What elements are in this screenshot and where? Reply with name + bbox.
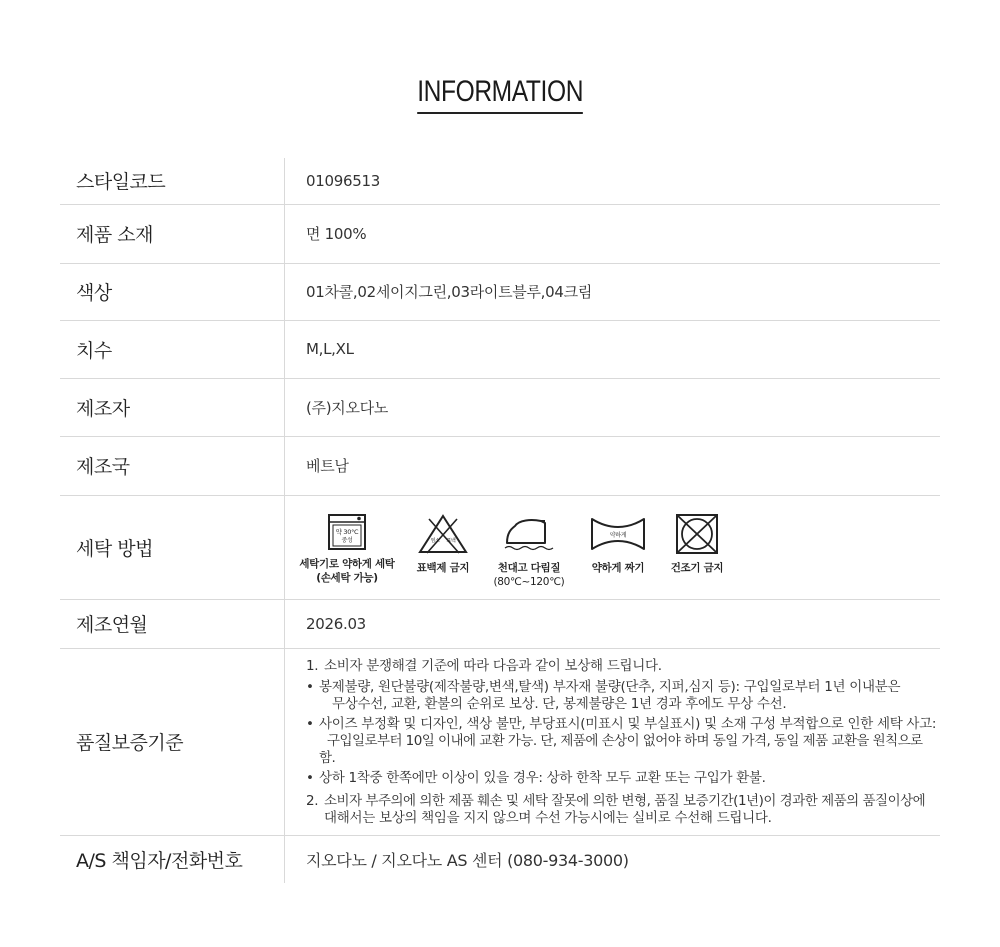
row-date <box>60 599 940 648</box>
value-color: 01차콜,02세이지그린,03라이트블루,04크림 <box>285 263 941 320</box>
value-as: 지오다노 / 지오다노 AS 센터 (080-934-3000) <box>306 850 629 870</box>
value-care <box>285 495 941 599</box>
row-style-code <box>60 158 940 204</box>
care-item-wring <box>583 513 653 575</box>
care-caption-iron-1: 천대고 다림질 <box>497 562 561 574</box>
label-as: A/S 책임자/전화번호 <box>60 835 285 883</box>
care-item-dry <box>667 513 727 575</box>
care-caption-bleach-1: 표백제 금지 <box>416 562 470 574</box>
row-care <box>60 495 940 599</box>
care-item-wash <box>297 513 397 585</box>
quality-item-2-num: 2. <box>306 792 319 809</box>
label-manufacturer: 제조자 <box>60 378 285 436</box>
section-title: INFORMATION <box>417 72 583 114</box>
row-manufacturer <box>60 378 940 436</box>
quality-item-2-line2: 대해서는 보상의 책임을 지지 않으며 수선 가능시에는 실비로 수선해 드립니다. <box>324 809 772 826</box>
care-symbols <box>297 505 940 589</box>
care-item-bleach <box>411 513 475 575</box>
care-caption-bleach <box>417 561 470 575</box>
quality-item-2 <box>306 793 940 827</box>
value-material: 면 100% <box>285 204 941 263</box>
iron-icon <box>501 513 557 555</box>
product-info-table <box>60 158 940 883</box>
care-caption-wring <box>592 561 645 575</box>
gentle-wring-icon <box>588 513 648 555</box>
value-style-code: 01096513 <box>285 158 941 204</box>
care-caption-iron <box>494 561 565 589</box>
label-country: 제조국 <box>60 436 285 495</box>
care-caption-iron-2: (80℃~120℃) <box>493 576 565 588</box>
row-material <box>60 204 940 263</box>
bleach-bleach-text: 표백 <box>446 538 456 544</box>
quality-text <box>306 651 940 833</box>
label-style-code: 스타일코드 <box>60 158 285 204</box>
wring-gentle-text: 약하게 <box>609 532 627 539</box>
quality-item-1 <box>306 657 940 676</box>
care-item-iron <box>489 513 569 589</box>
care-caption-wring-1: 약하게 짜기 <box>591 562 645 574</box>
value-date: 2026.03 <box>285 599 941 648</box>
care-caption-wash-2: (손세탁 가능) <box>316 572 378 584</box>
value-quality <box>285 648 941 835</box>
quality-item-1-text: 소비자 분쟁해결 기준에 따라 다음과 같이 보상해 드립니다. <box>324 657 662 674</box>
quality-bullet-3-line1: 상하 1착중 한쪽에만 이상이 있을 경우: 상하 한착 모두 교환 또는 구입가 환불. <box>319 769 766 786</box>
label-material: 제품 소재 <box>60 204 285 263</box>
quality-bullet-1: • 봉제불량, 원단불량(제작불량,변색,탈색) 부자재 불량(단추, 지퍼,심지 등): 구입일로부터 1년 이내분은 무상수선, 교환, 환불의 순위로 보상. 단, 봉제불량은 1년 경과 후에도 무상 수선. <box>306 678 901 712</box>
care-caption-dry <box>671 561 724 575</box>
quality-bullet-2-line1: 사이즈 부정확 및 디자인, 색상 불만, 부당표시(미표시 및 부실표시) 및 소재 구성 부적합으로 인한 세탁 사고: <box>319 715 937 732</box>
row-quality <box>60 648 940 835</box>
quality-bullet-2-line2: 구입일로부터 10일 이내에 교환 가능. 단, 제품에 손상이 없어야 하며 동일 가격, 동일 제품 교환을 원칙으로 함. <box>319 732 923 766</box>
no-tumble-dry-icon <box>675 513 719 555</box>
care-caption-wash <box>299 557 394 585</box>
label-quality: 품질보증기준 <box>60 648 285 835</box>
care-caption-wash-1: 세탁기로 약하게 세탁 <box>299 558 395 570</box>
machine-wash-30-icon <box>327 513 367 551</box>
value-country: 베트남 <box>285 436 941 495</box>
quality-item-2-line1: 소비자 부주의에 의한 제품 훼손 및 세탁 잘못에 의한 변형, 품질 보증기간(1년)이 경과한 제품의 품질이상에 <box>324 792 926 809</box>
row-country <box>60 436 940 495</box>
label-size: 치수 <box>60 320 285 378</box>
row-size <box>60 320 940 378</box>
wash-neutral-text: 중성 <box>341 537 353 544</box>
label-care: 세탁 방법 <box>60 495 285 599</box>
bleach-chlorine-text: 염소 <box>430 538 440 544</box>
quality-bullet-2: • 사이즈 부정확 및 디자인, 색상 불만, 부당표시(미표시 및 부실표시) 및 소재 구성 부적합으로 인한 세탁 사고: 구입일로부터 10일 이내에 교환 가능. 단, 제품에 손상이 없어야 하며 동일 가격, 동일 제품 교환을 원칙으로 함. <box>306 715 937 766</box>
section-title-wrap <box>0 72 1000 114</box>
care-caption-dry-1: 건조기 금지 <box>670 562 724 574</box>
value-size: M,L,XL <box>285 320 941 378</box>
row-as <box>60 835 940 883</box>
quality-bullet-1-line2: 무상수선, 교환, 환불의 순위로 보상. 단, 봉제불량은 1년 경과 후에도 무상 수선. <box>332 695 787 712</box>
value-manufacturer: (주)지오다노 <box>285 378 941 436</box>
no-bleach-icon <box>417 513 469 555</box>
quality-bullet-3: • 상하 1착중 한쪽에만 이상이 있을 경우: 상하 한착 모두 교환 또는 구입가 환불. <box>306 769 766 786</box>
row-color <box>60 263 940 320</box>
wash-temp-text: 약 30°C <box>335 528 359 536</box>
label-date: 제조연월 <box>60 599 285 648</box>
quality-bullet-1-line1: 봉제불량, 원단불량(제작불량,변색,탈색) 부자재 불량(단추, 지퍼,심지 등): 구입일로부터 1년 이내분은 <box>319 678 901 695</box>
quality-item-1-num: 1. <box>306 657 319 674</box>
label-color: 색상 <box>60 263 285 320</box>
